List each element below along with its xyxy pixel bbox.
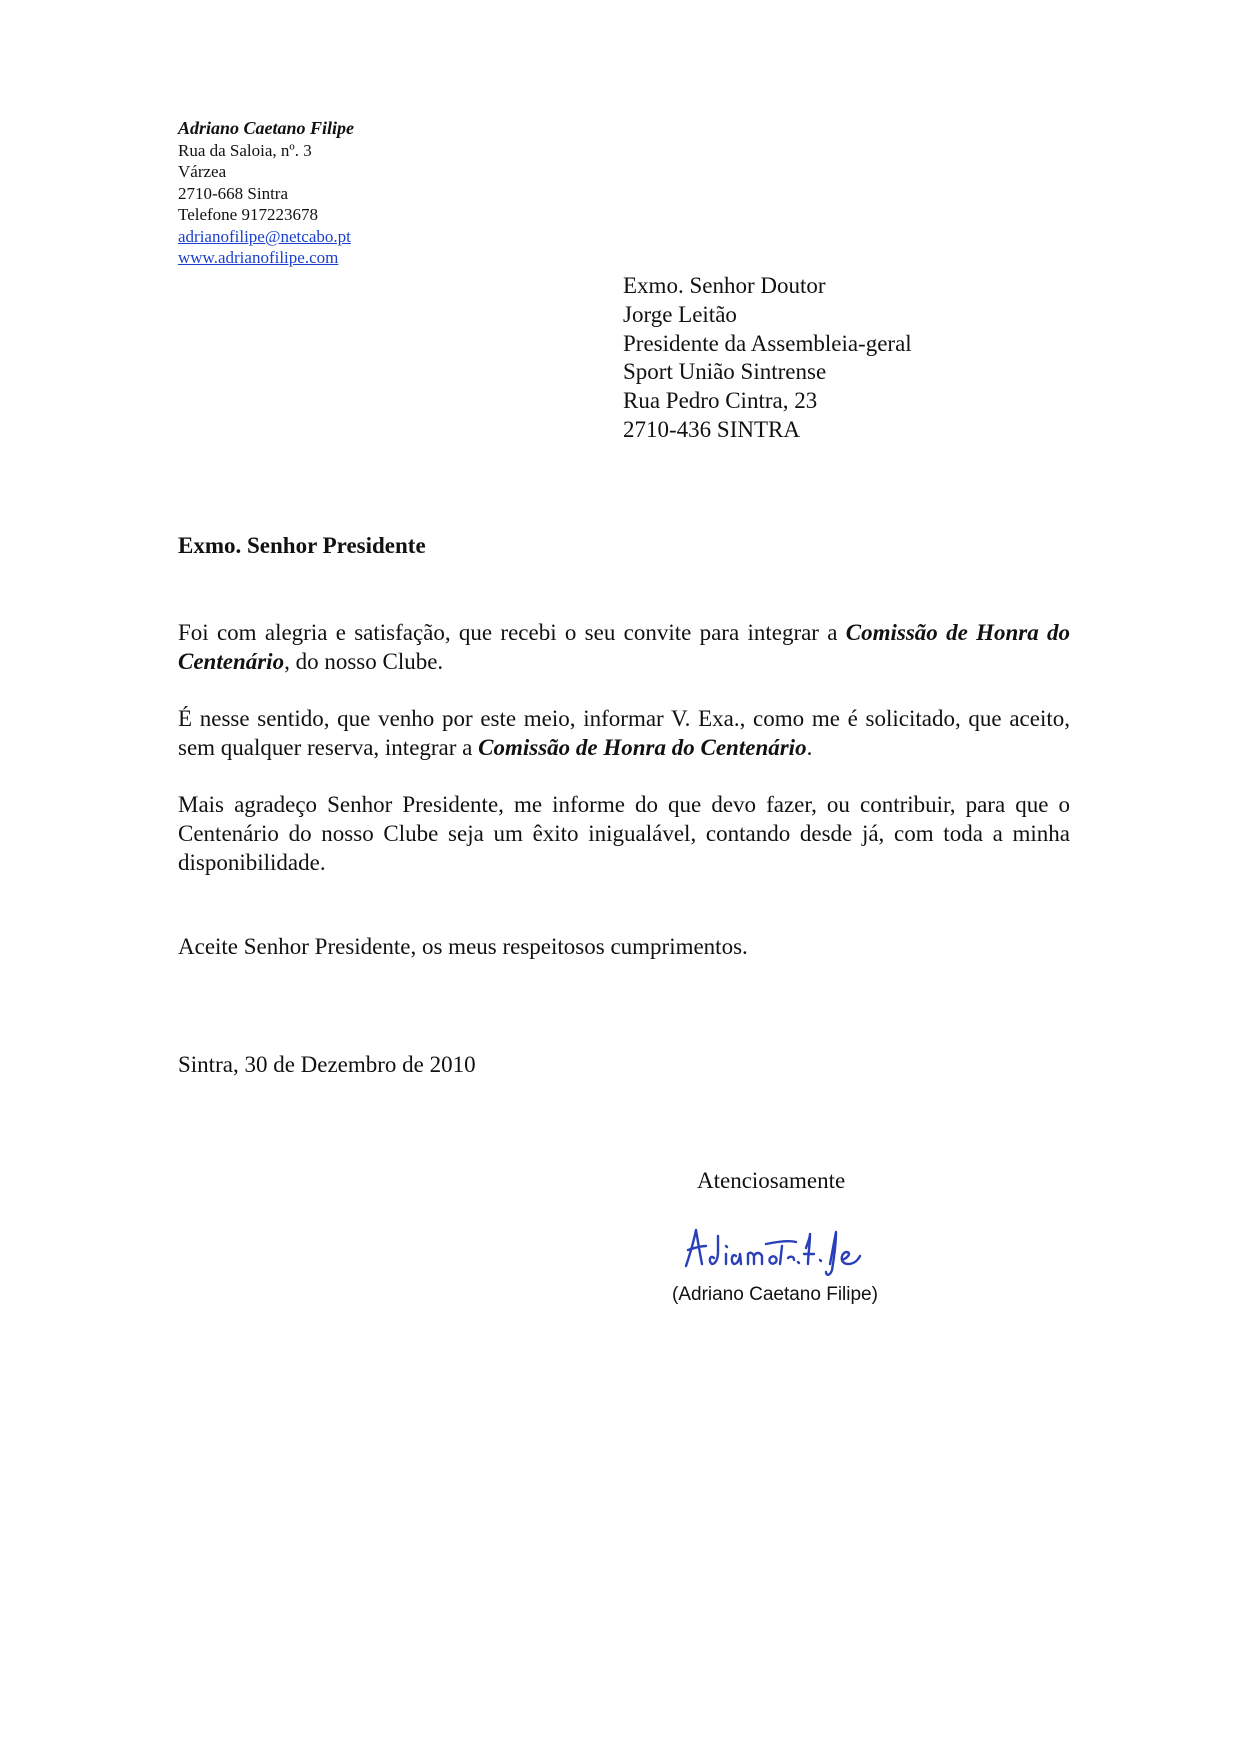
closing-line: Aceite Senhor Presidente, os meus respeitosos cumprimentos. [178, 934, 748, 959]
regards: Atenciosamente [697, 1168, 846, 1193]
p2-text-before: É nesse sentido, que venho por este meio, informar V. Exa., como me é solicitado, que aceito, sem qualquer reserva, integrar a [178, 706, 1070, 760]
p1-emphasis: Comissão de Honra do Centenário [178, 620, 1070, 674]
sender-website-link[interactable]: www.adrianofilipe.com [178, 248, 339, 267]
p2-emphasis: Comissão de Honra do Centenário [478, 735, 807, 760]
p2-text-after: . [806, 735, 813, 760]
sender-phone: Telefone 917223678 [178, 205, 318, 224]
recipient-line5: Rua Pedro Cintra, 23 [623, 388, 818, 414]
sender-address-line1: Rua da Saloia, nº. 3 [178, 140, 312, 160]
recipient-block [623, 272, 912, 445]
sender-block [178, 118, 354, 269]
signature-printed-name: (Adriano Caetano Filipe) [672, 1284, 878, 1305]
sender-address-line3: 2710-668 Sintra [178, 183, 289, 203]
body-paragraph-3: Mais agradeço Senhor Presidente, me informe do que devo fazer, ou contribuir, para que o Centenário do nosso Clube seja um êxito inigualável, contando desde já, com toda a minha disponibilidade. [178, 792, 1070, 875]
recipient-line2: Jorge Leitão [623, 301, 737, 327]
recipient-line1: Exmo. Senhor Doutor [623, 273, 826, 298]
sender-email-link[interactable]: adrianofilipe@netcabo.pt [178, 226, 351, 246]
recipient-line6: 2710-436 SINTRA [623, 416, 800, 442]
body-paragraph-2 [178, 704, 1070, 762]
sender-name: Adriano Caetano Filipe [178, 118, 355, 138]
recipient-line4: Sport União Sintrense [623, 359, 827, 385]
body-paragraph-1 [178, 618, 1070, 676]
handwritten-signature [680, 1218, 880, 1278]
letter-date: Sintra, 30 de Dezembro de 2010 [178, 1052, 476, 1077]
recipient-line3: Presidente da Assembleia-geral [623, 330, 912, 356]
p1-text-after: , do nosso Clube. [284, 649, 444, 674]
p1-text-before: Foi com alegria e satisfação, que recebi o seu convite para integrar a [178, 620, 846, 645]
sender-address-line2: Várzea [178, 162, 227, 181]
salutation: Exmo. Senhor Presidente [178, 533, 426, 558]
